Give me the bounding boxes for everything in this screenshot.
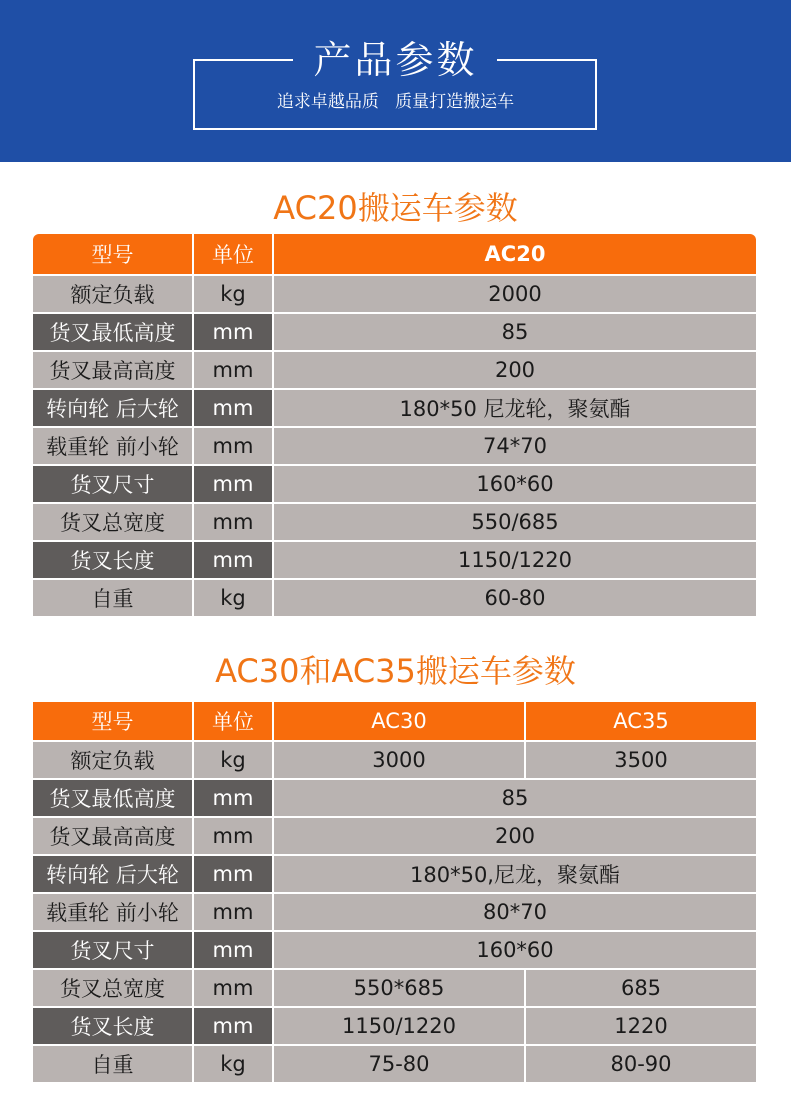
row-unit: mm: [194, 428, 272, 464]
header-ac30: AC30: [274, 702, 524, 740]
row-label: 货叉尺寸: [33, 466, 192, 502]
row-value-ac35: 80-90: [526, 1046, 756, 1082]
table-row: [33, 542, 756, 578]
header-unit: 单位: [194, 702, 272, 740]
row-label: 自重: [33, 1046, 192, 1082]
row-label: 货叉最低高度: [33, 780, 192, 816]
section1-title: AC20搬运车参数: [273, 189, 518, 227]
row-unit: kg: [194, 580, 272, 616]
row-unit: kg: [194, 1046, 272, 1082]
table-row: [33, 742, 756, 778]
row-unit: kg: [194, 742, 272, 778]
row-value: 200: [274, 352, 756, 388]
row-value: 1150/1220: [274, 542, 756, 578]
header-model: 型号: [33, 234, 192, 274]
header-unit: 单位: [194, 234, 272, 274]
row-unit: kg: [194, 276, 272, 312]
table-row: [33, 390, 756, 426]
table-row: [33, 932, 756, 968]
row-unit: mm: [194, 352, 272, 388]
row-unit: mm: [194, 1008, 272, 1044]
section2-title: AC30和AC35搬运车参数: [215, 652, 576, 690]
table-row: [33, 276, 756, 312]
row-unit: mm: [194, 542, 272, 578]
row-unit: mm: [194, 894, 272, 930]
row-value: 85: [274, 314, 756, 350]
table-row: [33, 970, 756, 1006]
row-value: 180*50 尼龙轮，聚氨酯: [274, 390, 756, 426]
row-value: 80*70: [274, 894, 756, 930]
row-label: 转向轮 后大轮: [33, 390, 192, 426]
row-label: 货叉总宽度: [33, 504, 192, 540]
row-label: 货叉长度: [33, 1008, 192, 1044]
row-unit: mm: [194, 466, 272, 502]
row-label: 货叉尺寸: [33, 932, 192, 968]
row-unit: mm: [194, 818, 272, 854]
row-value: 160*60: [274, 932, 756, 968]
table-row: [33, 466, 756, 502]
row-label: 载重轮 前小轮: [33, 894, 192, 930]
header-ac20: AC20: [274, 234, 756, 274]
row-value-ac35: 1220: [526, 1008, 756, 1044]
table-row: [33, 580, 756, 616]
row-label: 货叉总宽度: [33, 970, 192, 1006]
table-row: [33, 818, 756, 854]
table-row: [33, 352, 756, 388]
header-model: 型号: [33, 702, 192, 740]
row-value-ac30: 550*685: [274, 970, 524, 1006]
row-value-ac30: 75-80: [274, 1046, 524, 1082]
table-row: [33, 856, 756, 892]
header-ac35: AC35: [526, 702, 756, 740]
table-row: [33, 1046, 756, 1082]
row-label: 载重轮 前小轮: [33, 428, 192, 464]
row-label: 货叉最高高度: [33, 352, 192, 388]
row-unit: mm: [194, 780, 272, 816]
row-value: 2000: [274, 276, 756, 312]
row-label: 货叉最低高度: [33, 314, 192, 350]
row-label: 转向轮 后大轮: [33, 856, 192, 892]
table-row: [33, 504, 756, 540]
table-row: [33, 780, 756, 816]
table-row: [33, 428, 756, 464]
row-unit: mm: [194, 970, 272, 1006]
row-label: 货叉最高高度: [33, 818, 192, 854]
row-unit: mm: [194, 314, 272, 350]
banner-title: 产品参数: [313, 38, 478, 82]
row-value: 550/685: [274, 504, 756, 540]
row-value: 85: [274, 780, 756, 816]
row-label: 额定负载: [33, 742, 192, 778]
row-value: 180*50,尼龙，聚氨酯: [274, 856, 756, 892]
table-row: [33, 894, 756, 930]
table-row: [33, 314, 756, 350]
header-banner: [0, 0, 791, 162]
banner-subtitle: 追求卓越品质 质量打造搬运车: [276, 92, 515, 112]
row-unit: mm: [194, 932, 272, 968]
row-value-ac35: 685: [526, 970, 756, 1006]
row-value-ac30: 1150/1220: [274, 1008, 524, 1044]
row-value: 160*60: [274, 466, 756, 502]
row-value-ac35: 3500: [526, 742, 756, 778]
row-value: 200: [274, 818, 756, 854]
table-row: [33, 1008, 756, 1044]
row-label: 自重: [33, 580, 192, 616]
row-value-ac30: 3000: [274, 742, 524, 778]
row-value: 74*70: [274, 428, 756, 464]
row-unit: mm: [194, 504, 272, 540]
row-unit: mm: [194, 856, 272, 892]
row-value: 60-80: [274, 580, 756, 616]
row-unit: mm: [194, 390, 272, 426]
row-label: 货叉长度: [33, 542, 192, 578]
row-label: 额定负载: [33, 276, 192, 312]
table-header-row: [33, 702, 756, 740]
table-header-row: [33, 234, 756, 274]
